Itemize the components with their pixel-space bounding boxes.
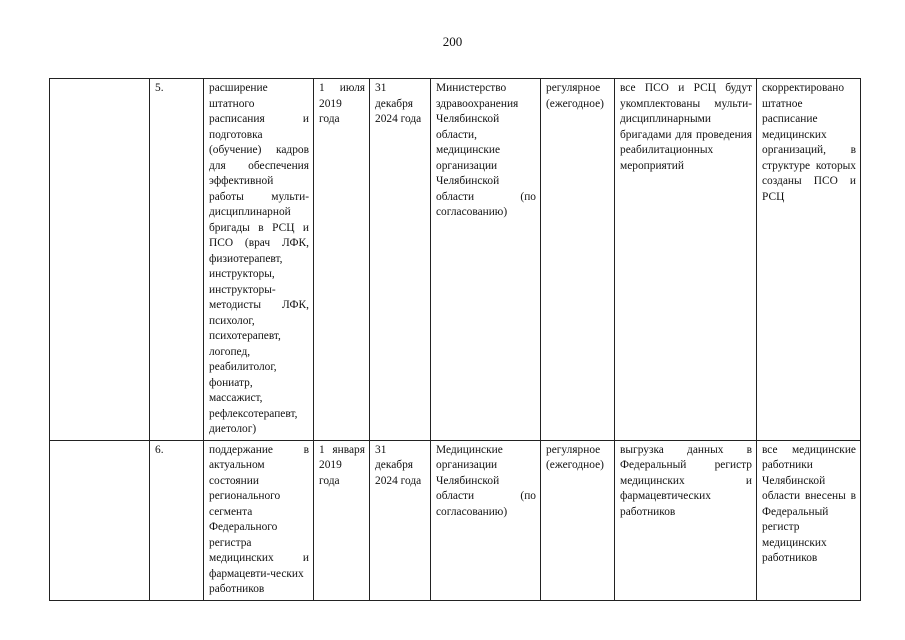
executor-cell: Медицинские организации Челябинской области (по согласованию) xyxy=(431,440,541,600)
row-number: 5. xyxy=(150,79,204,441)
start-date-cell: 1 января 2019 года xyxy=(314,440,370,600)
end-date-cell: 31 декабря 2024 года xyxy=(370,79,431,441)
frequency-cell: регулярное (ежегодное) xyxy=(541,440,615,600)
indicator-cell: все медицинские работники Челябинской области внесены в Федеральный регистр медицинских работников xyxy=(757,440,861,600)
executor-cell: Министерство здравоохранения Челябинской области, медицинские организации Челябинской области (по согласованию) xyxy=(431,79,541,441)
task-cell: расширение штатного расписания и подготовка (обучение) кадров для обеспечения эффективной работы мульти-дисциплинарной бригады в РСЦ и ПСО (врач ЛФК, физиотерапевт, инструкторы, инструкторы-методисты ЛФК, психолог, психотерапевт, логопед, реабилитолог, фониатр, массажист, рефлексотерапевт, диетолог) xyxy=(204,79,314,441)
result-cell: все ПСО и РСЦ будут укомплектованы мульти-дисциплинарными бригадами для проведения реабилитационных мероприятий xyxy=(615,79,757,441)
measures-table xyxy=(49,78,861,601)
result-cell: выгрузка данных в Федеральный регистр медицинских и фармацевтических работников xyxy=(615,440,757,600)
frequency-cell: регулярное (ежегодное) xyxy=(541,79,615,441)
start-date-cell: 1 июля 2019 года xyxy=(314,79,370,441)
table-row xyxy=(50,440,861,600)
empty-cell xyxy=(50,440,150,600)
indicator-cell: скорректировано штатное расписание медицинских организаций, в структуре которых созданы ПСО и РСЦ xyxy=(757,79,861,441)
empty-cell xyxy=(50,79,150,441)
task-cell: поддержание в актуальном состоянии регионального сегмента Федерального регистра медицинских и фармацевти-ческих работников xyxy=(204,440,314,600)
table-row xyxy=(50,79,861,441)
row-number: 6. xyxy=(150,440,204,600)
end-date-cell: 31 декабря 2024 года xyxy=(370,440,431,600)
page-number: 200 xyxy=(442,34,463,49)
